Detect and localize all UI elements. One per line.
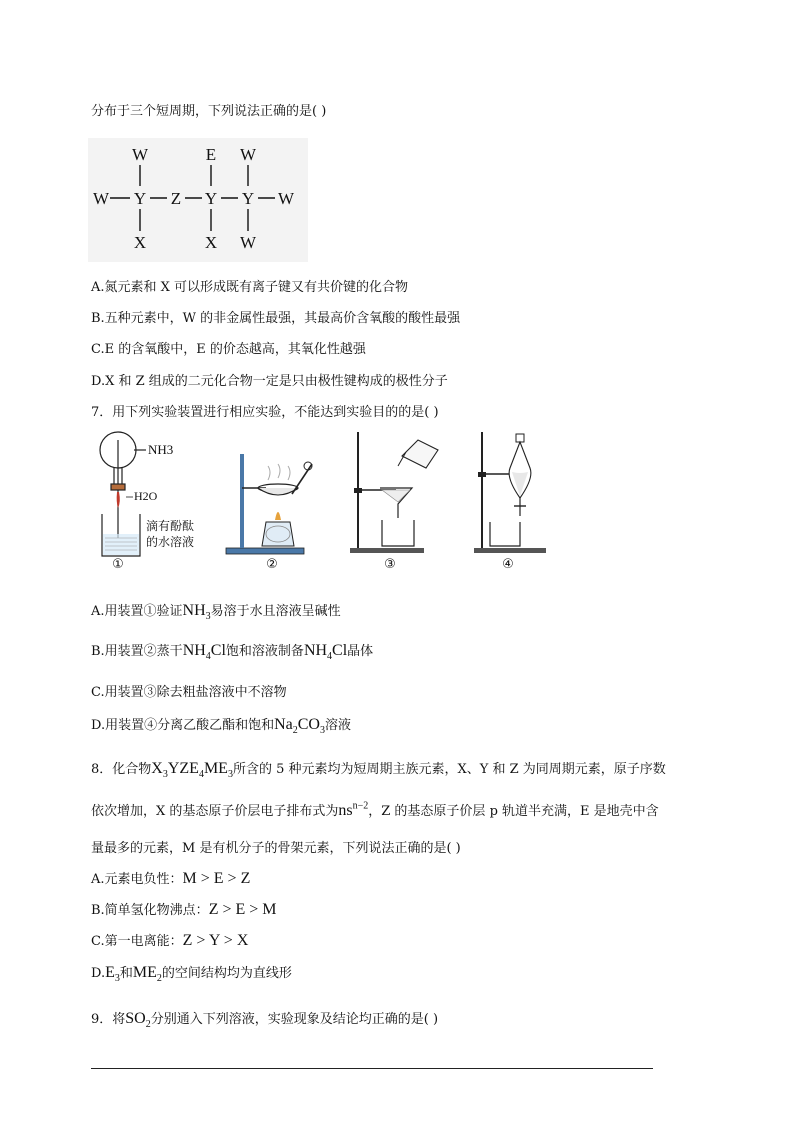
apparatus-3-filtration xyxy=(346,428,446,570)
caption-2: ② xyxy=(266,557,278,570)
label-phenolphthalein-2: 的水溶液 xyxy=(146,535,195,549)
atom-w-right: W xyxy=(277,189,295,208)
caption-1: ① xyxy=(112,557,124,570)
apparatus-1-fountain xyxy=(88,428,208,570)
label-nh3: NH3 xyxy=(148,442,174,457)
q8-option-b: B.简单氢化物沸点：Z > E > M xyxy=(91,901,277,918)
q6-option-c: C.E 的含氧酸中，E 的价态越高，其氧化性越强 xyxy=(91,342,366,357)
atom-y-1: Y xyxy=(133,189,147,208)
q6-option-d: D.X 和 Z 组成的二元化合物一定是只由极性键构成的极性分子 xyxy=(91,374,448,389)
q9-stem: 9．将$SO_2$分别通入下列溶液，实验现象及结论均正确的是( ) xyxy=(91,1010,439,1031)
apparatus-2-evaporation xyxy=(222,428,322,570)
q8-option-a: A.元素电负性：M > E > Z xyxy=(91,870,251,887)
q7-option-a: A.用装置①验证$NH_3$易溶于水且溶液呈碱性 xyxy=(91,602,341,623)
atom-w-bottom: W xyxy=(239,233,257,252)
q8-stem-line-3: 量最多的元素，M 是有机分子的骨架元素，下列说法正确的是( ) xyxy=(91,841,461,856)
atom-w-top-1: W xyxy=(131,145,149,164)
q8-stem-line-1: 8．化合物$X_3YZE_4ME_3$所含的 5 种元素均为短周期主族元素，X、Y 和 Z 为同周期元素，原子序数 xyxy=(91,760,666,781)
q7-option-b: B.用装置②蒸干$NH_4Cl$饱和溶液制备$NH_4Cl$晶体 xyxy=(91,642,374,663)
atom-x-2: X xyxy=(204,233,218,252)
q7-stem: 7．用下列实验装置进行相应实验，不能达到实验目的的是( ) xyxy=(91,405,439,420)
label-h2o: H2O xyxy=(134,489,158,503)
apparatus-4-separatory-funnel xyxy=(470,428,560,570)
q8-option-c: C.第一电离能：Z > Y > X xyxy=(91,932,249,949)
footer-divider xyxy=(91,1068,653,1069)
atom-w-top-2: W xyxy=(239,145,257,164)
q6-intro: 分布于三个短周期，下列说法正确的是( ) xyxy=(91,104,327,119)
atom-w-left: W xyxy=(92,189,110,208)
atom-e-top: E xyxy=(205,145,217,164)
q6-option-a: A.氮元素和 X 可以形成既有离子键又有共价键的化合物 xyxy=(91,280,409,295)
q7-option-c: C.用装置③除去粗盐溶液中不溶物 xyxy=(91,685,287,700)
atom-y-2: Y xyxy=(204,189,218,208)
atom-x-1: X xyxy=(133,233,147,252)
atom-z: Z xyxy=(170,189,182,208)
q8-stem-line-2: 依次增加，X 的基态原子价层电子排布式为$ns^{n-2}$，Z 的基态原子价层 p 轨道半充满，E 是地壳中含 xyxy=(91,800,659,819)
q8-option-d: $D.E_3$和$ME_2$的空间结构均为直线形 xyxy=(91,964,292,985)
molecular-structure-diagram xyxy=(88,138,308,262)
caption-3: ③ xyxy=(384,557,396,570)
q7-option-d: D.用装置④分离乙酸乙酯和饱和$Na_2CO_3$溶液 xyxy=(91,716,351,737)
q6-option-b: B.五种元素中，W 的非金属性最强，其最高价含氧酸的酸性最强 xyxy=(91,311,461,326)
label-phenolphthalein-1: 滴有酚酞 xyxy=(146,519,195,533)
atom-y-3: Y xyxy=(241,189,255,208)
caption-4: ④ xyxy=(502,557,514,570)
